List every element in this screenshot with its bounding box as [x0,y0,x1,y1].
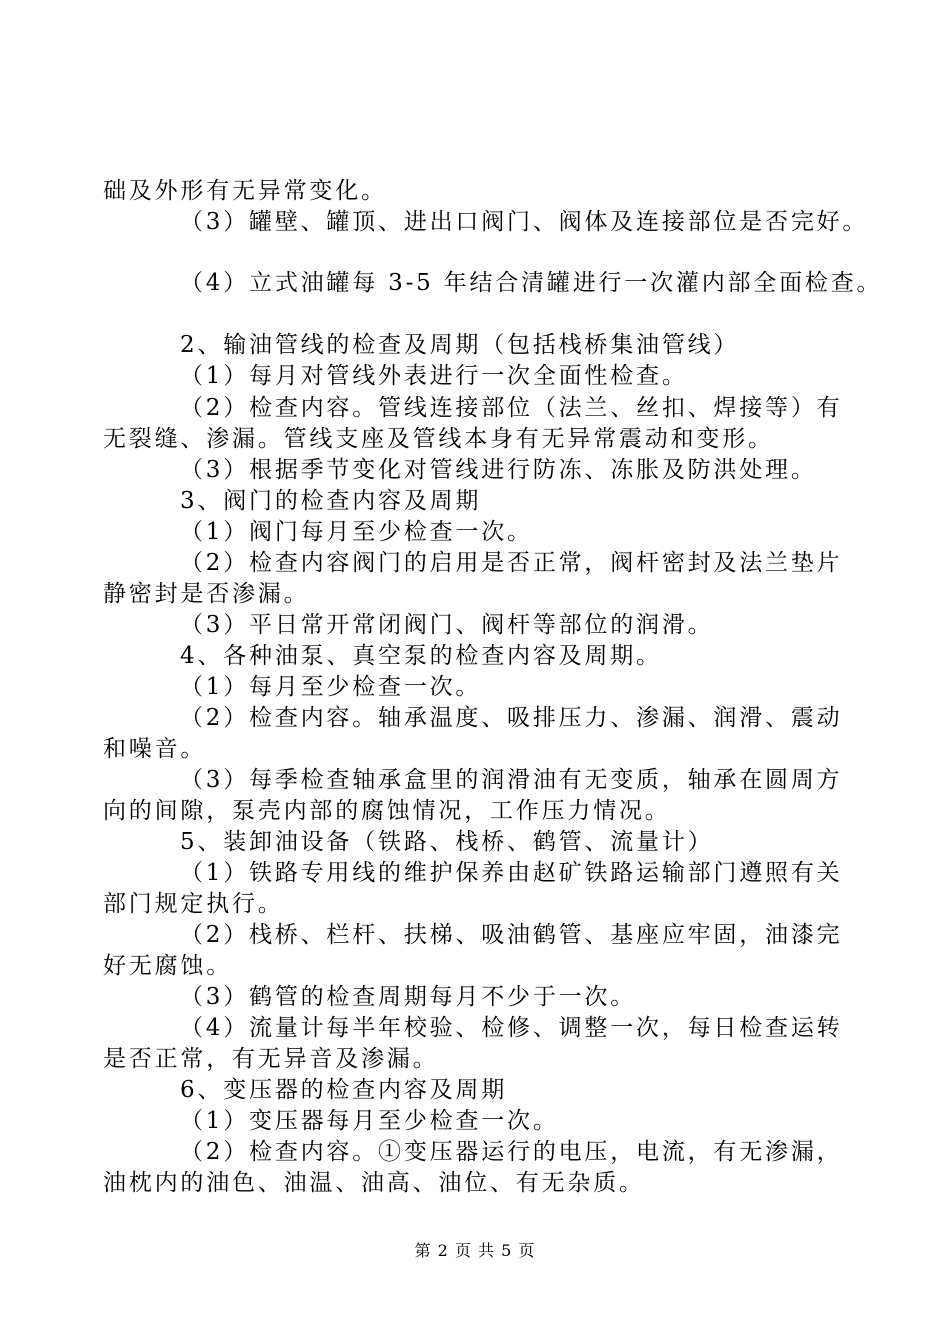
text-line: 油枕内的油色、油温、油高、油位、有无杂质。 [103,1170,645,1196]
text-line: （3）平日常开常闭阀门、阀杆等部位的润滑。 [180,612,714,638]
text-line: （1）阀门每月至少检查一次。 [180,519,533,545]
text-line: （4）立式油罐每 3-5 年结合清罐进行一次灌内部全面检查。 [180,270,883,296]
section-heading-loading: 5、装卸油设备（铁路、栈桥、鹤管、流量计） [180,829,714,855]
text-line: 础及外形有无异常变化。 [103,178,387,204]
page-footer [0,1240,950,1262]
text-line: （2）检查内容。管线连接部位（法兰、丝扣、焊接等）有 [180,395,843,421]
page-number: 第 2 页 共 5 页 [414,1241,536,1260]
text-line: （1）每月至少检查一次。 [180,674,482,700]
text-line: 向的间隙，泵壳内部的腐蚀情况，工作压力情况。 [103,798,671,824]
section-heading-pipelines: 2、输油管线的检查及周期（包括栈桥集油管线） [180,332,740,358]
section-heading-transformer: 6、变压器的检查内容及周期 [180,1077,508,1103]
text-line: （3）根据季节变化对管线进行防冻、冻胀及防洪处理。 [180,457,817,483]
section-heading-pumps: 4、各种油泵、真空泵的检查内容及周期。 [180,643,662,669]
text-line: （4）流量计每半年校验、检修、调整一次，每日检查运转 [180,1015,843,1041]
text-line: （2）检查内容。①变压器运行的电压，电流，有无渗漏， [180,1139,843,1165]
text-line: （1）铁路专用线的维护保养由赵矿铁路运输部门遵照有关 [180,860,843,886]
text-line: 静密封是否渗漏。 [103,581,310,607]
text-line: （3）每季检查轴承盒里的润滑油有无变质，轴承在圆周方 [180,767,843,793]
text-line: （1）变压器每月至少检查一次。 [180,1108,559,1134]
text-line: 无裂缝、渗漏。管线支座及管线本身有无异常震动和变形。 [103,426,774,452]
text-line: （3）罐壁、罐顶、进出口阀门、阀体及连接部位是否完好。 [180,209,869,235]
text-line: 是否正常，有无异音及渗漏。 [103,1046,439,1072]
text-line: （2）检查内容阀门的启用是否正常，阀杆密封及法兰垫片 [180,550,843,576]
text-line: 好无腐蚀。 [103,953,232,979]
text-line: 和噪音。 [103,736,207,762]
text-line: 部门规定执行。 [103,891,284,917]
text-line: （3）鹤管的检查周期每月不少于一次。 [180,984,637,1010]
text-line: （2）栈桥、栏杆、扶梯、吸油鹤管、基座应牢固，油漆完 [180,922,843,948]
text-line: （2）检查内容。轴承温度、吸排压力、渗漏、润滑、震动 [180,705,843,731]
section-heading-valves: 3、阀门的检查内容及周期 [180,488,482,514]
text-line: （1）每月对管线外表进行一次全面性检查。 [180,363,688,389]
